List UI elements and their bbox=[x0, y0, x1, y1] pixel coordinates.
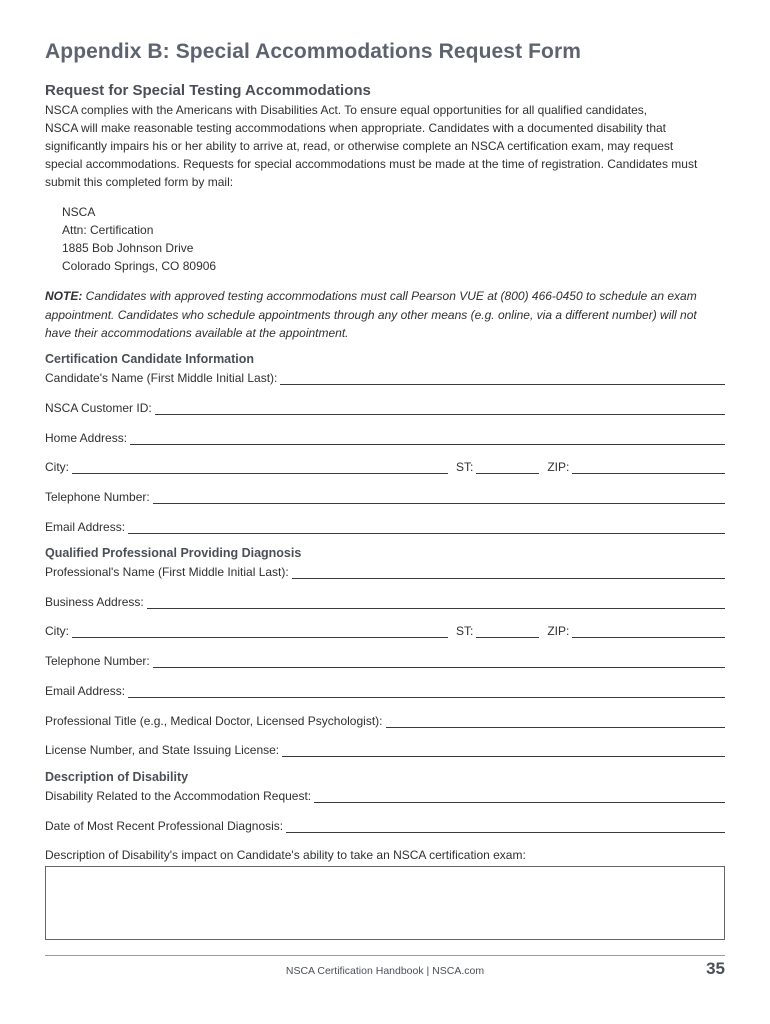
candidate-phone-input[interactable] bbox=[153, 489, 725, 504]
note-line: Candidates with approved testing accommodations must call Pearson VUE at (800) 466-0450 to schedule an exam bbox=[82, 289, 697, 303]
business-address-input[interactable] bbox=[147, 594, 725, 609]
professional-name-field[interactable] bbox=[45, 563, 725, 579]
intro-line: NSCA complies with the Americans with Disabilities Act. To ensure equal opportunities for all qualified candidates, bbox=[45, 103, 648, 117]
field-label: License Number, and State Issuing License: bbox=[45, 743, 280, 757]
footer-text: NSCA Certification Handbook | NSCA.com bbox=[285, 965, 485, 977]
field-label: Professional's Name (First Middle Initial Last): bbox=[45, 565, 289, 579]
professional-section-heading: Qualified Professional Providing Diagnosis bbox=[45, 546, 302, 560]
candidate-zip-input[interactable] bbox=[572, 459, 725, 474]
license-input[interactable] bbox=[282, 742, 725, 757]
field-label: Email Address: bbox=[45, 520, 126, 534]
section-subtitle: Request for Special Testing Accommodations bbox=[45, 82, 371, 99]
field-label: ZIP: bbox=[547, 460, 570, 474]
candidate-name-input[interactable] bbox=[280, 370, 725, 385]
field-label: Professional Title (e.g., Medical Doctor, Licensed Psychologist): bbox=[45, 714, 383, 728]
diagnosis-date-field[interactable] bbox=[45, 817, 725, 833]
field-label: Telephone Number: bbox=[45, 654, 150, 668]
note-paragraph bbox=[45, 287, 735, 343]
note-line: have their accommodations available at the appointment. bbox=[45, 326, 349, 340]
intro-line: submit this completed form by mail: bbox=[45, 175, 234, 189]
address-line: Attn: Certification bbox=[62, 223, 154, 237]
field-label: City: bbox=[45, 460, 69, 474]
footer-divider bbox=[45, 955, 725, 956]
candidate-city-input[interactable] bbox=[72, 459, 448, 474]
candidate-state-input[interactable] bbox=[476, 459, 539, 474]
intro-line: NSCA will make reasonable testing accommodations when appropriate. Candidates with a documented disability that bbox=[45, 121, 667, 135]
candidate-email-input[interactable] bbox=[128, 519, 725, 534]
professional-zip-input[interactable] bbox=[572, 623, 725, 638]
business-address-field[interactable] bbox=[45, 593, 725, 609]
license-field[interactable] bbox=[45, 741, 725, 757]
field-label: Email Address: bbox=[45, 684, 126, 698]
intro-line: significantly impairs his or her ability to arrive at, read, or otherwise complete an NSCA certification exam, may request bbox=[45, 139, 674, 153]
customer-id-input[interactable] bbox=[155, 400, 725, 415]
professional-title-input[interactable] bbox=[386, 713, 726, 728]
professional-name-input[interactable] bbox=[292, 564, 725, 579]
field-label: NSCA Customer ID: bbox=[45, 401, 152, 415]
field-label: ST: bbox=[456, 624, 474, 638]
home-address-input[interactable] bbox=[130, 430, 725, 445]
address-line: Colorado Springs, CO 80906 bbox=[62, 259, 217, 273]
intro-line: special accommodations. Requests for special accommodations must be made at the time of registration. Candidates must bbox=[45, 157, 698, 171]
disability-related-field[interactable] bbox=[45, 787, 725, 803]
professional-phone-input[interactable] bbox=[153, 653, 725, 668]
disability-related-input[interactable] bbox=[314, 788, 725, 803]
field-label: Telephone Number: bbox=[45, 490, 150, 504]
professional-state-input[interactable] bbox=[476, 623, 539, 638]
customer-id-field[interactable] bbox=[45, 399, 725, 415]
address-line: NSCA bbox=[62, 205, 96, 219]
candidate-phone-field[interactable] bbox=[45, 488, 725, 504]
candidate-city-row bbox=[45, 458, 725, 474]
candidate-name-field[interactable] bbox=[45, 369, 725, 385]
professional-city-row bbox=[45, 622, 725, 638]
home-address-field[interactable] bbox=[45, 429, 725, 445]
page-number: 35 bbox=[706, 959, 725, 978]
address-line: 1885 Bob Johnson Drive bbox=[62, 241, 194, 255]
field-label: Home Address: bbox=[45, 431, 128, 445]
professional-title-field[interactable] bbox=[45, 712, 725, 728]
professional-phone-field[interactable] bbox=[45, 652, 725, 668]
impact-label: Description of Disability's impact on Candidate's ability to take an NSCA certification exam: bbox=[45, 848, 526, 862]
field-label: Candidate's Name (First Middle Initial Last): bbox=[45, 371, 278, 385]
professional-city-input[interactable] bbox=[72, 623, 448, 638]
field-label: City: bbox=[45, 624, 69, 638]
impact-description-textarea[interactable] bbox=[45, 866, 725, 940]
field-label: ZIP: bbox=[547, 624, 570, 638]
mailing-address bbox=[62, 203, 216, 275]
field-label: Business Address: bbox=[45, 595, 144, 609]
diagnosis-date-input[interactable] bbox=[286, 818, 725, 833]
intro-paragraph bbox=[45, 101, 735, 191]
candidate-email-field[interactable] bbox=[45, 518, 725, 534]
page-title: Appendix B: Special Accommodations Request Form bbox=[45, 40, 582, 63]
field-label: Disability Related to the Accommodation Request: bbox=[45, 789, 312, 803]
field-label: Date of Most Recent Professional Diagnosis: bbox=[45, 819, 284, 833]
professional-email-input[interactable] bbox=[128, 683, 725, 698]
note-label: NOTE: bbox=[45, 289, 83, 303]
candidate-section-heading: Certification Candidate Information bbox=[45, 352, 255, 366]
field-label: ST: bbox=[456, 460, 474, 474]
note-line: appointment. Candidates who schedule appointments through any other means (e.g. online, via a different number) will not bbox=[45, 307, 697, 322]
disability-section-heading: Description of Disability bbox=[45, 770, 189, 784]
professional-email-field[interactable] bbox=[45, 682, 725, 698]
